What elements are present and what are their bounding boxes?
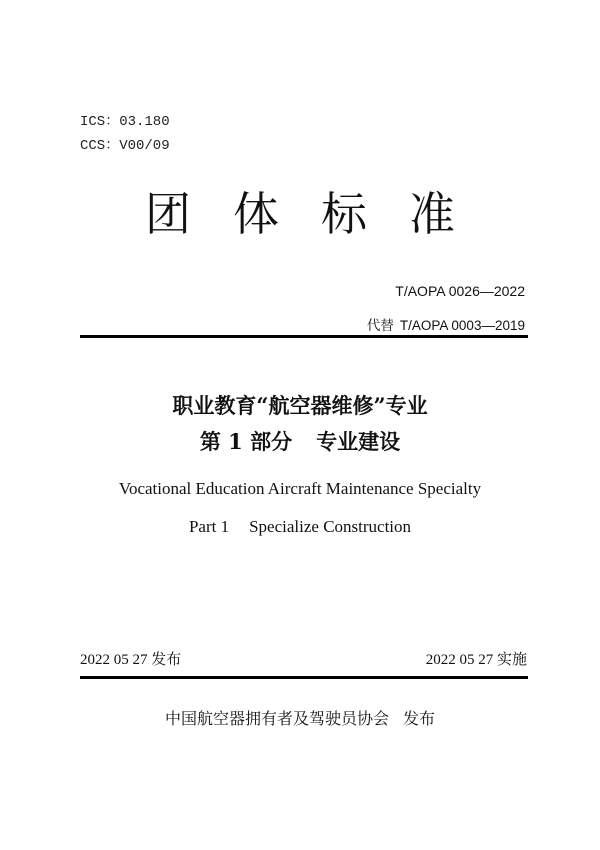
bottom-divider	[80, 676, 528, 679]
ccs-code: CCS：V00/09	[80, 138, 170, 154]
issue-date: 2022 05 27 发布	[80, 652, 182, 668]
replaces-number: T/AOPA 0003—2019	[399, 318, 525, 333]
replaces-prefix: 代替	[366, 318, 394, 333]
effective-date: 2022 05 27 实施	[425, 652, 527, 668]
chinese-title-part	[0, 428, 600, 456]
english-title-main: Vocational Education Aircraft Maintenance Specialty	[118, 479, 482, 498]
chinese-part-title: 专业建设	[316, 429, 401, 454]
document-type-title: 团体标准	[145, 187, 497, 241]
publisher-name: 中国航空器拥有者及驾驶员协会	[164, 709, 389, 728]
standard-number: T/AOPA 0026—2022	[395, 283, 525, 299]
top-divider	[80, 335, 528, 338]
english-title-part	[0, 516, 600, 538]
chinese-part-label: 第 1 部分	[199, 429, 293, 454]
english-part-title: Specialize Construction	[249, 517, 412, 536]
publisher-line	[0, 706, 600, 729]
chinese-title-main: 职业教育“航空器维修”专业	[172, 393, 428, 418]
english-part-label: Part 1	[188, 517, 230, 536]
classification-codes	[80, 110, 170, 158]
ics-code: ICS：03.180	[80, 114, 170, 130]
replaces-standard	[367, 314, 525, 334]
publisher-action: 发布	[403, 709, 436, 728]
